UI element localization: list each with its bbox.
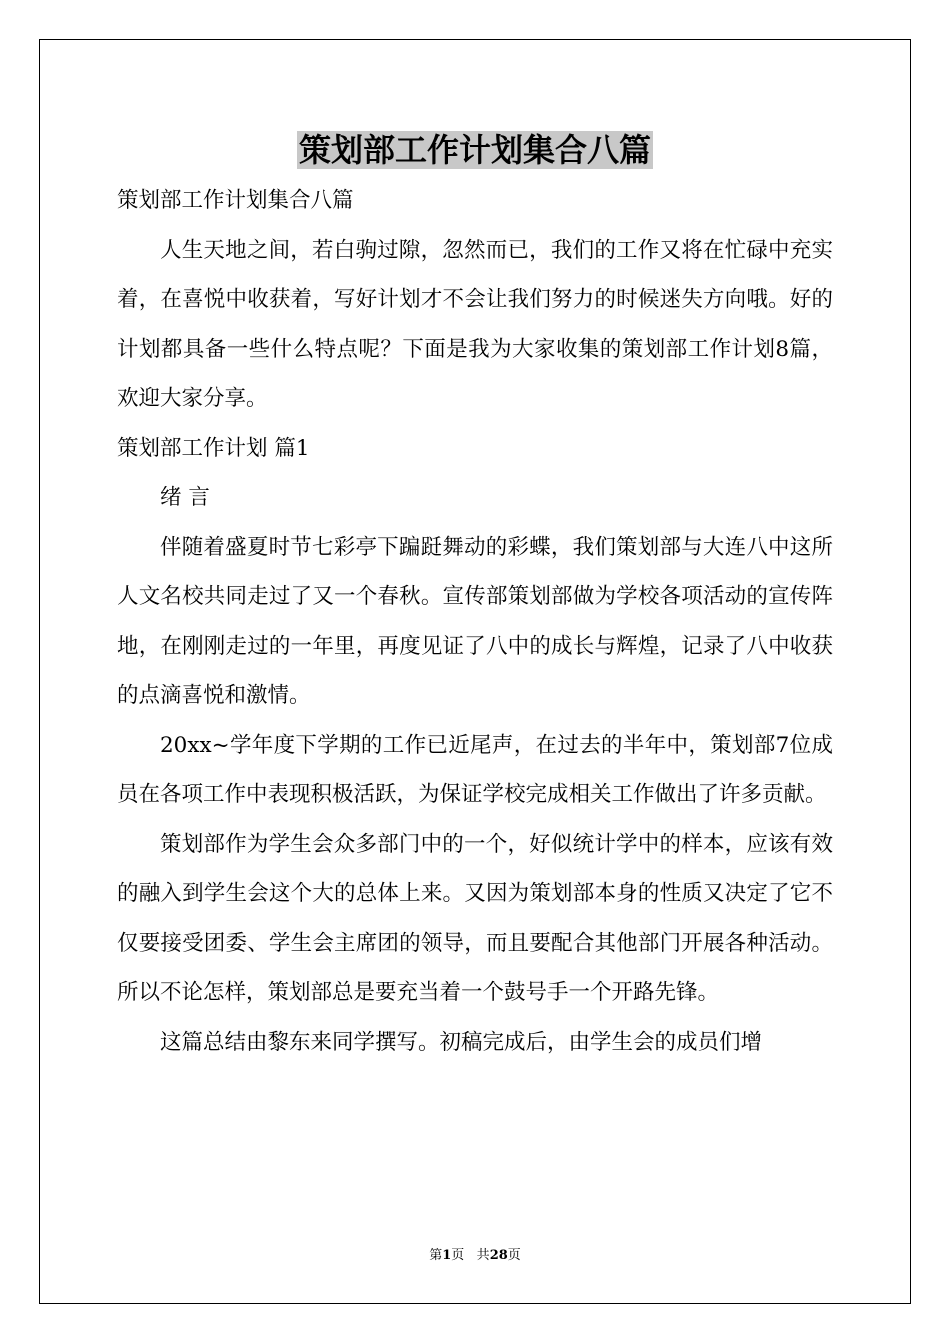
document-title-text: 策划部工作计划集合八篇 — [298, 131, 651, 169]
total-pages: 28 — [489, 1248, 508, 1263]
paragraph: 这篇总结由黎东来同学撰写。初稿完成后，由学生会的成员们增 — [160, 1029, 763, 1055]
page-footer — [0, 1247, 950, 1265]
paragraph: 20xx~学年度下学期的工作已近尾声，在过去的半年中，策划部7位成员在各项工作中表现积极活跃，为保证学校完成相关工作做出了许多贡献。 — [117, 732, 833, 807]
paragraph: 绪 言 — [160, 485, 210, 510]
paragraph: 策划部工作计划集合八篇 — [117, 188, 354, 213]
paragraph: 策划部作为学生会众多部门中的一个，好似统计学中的样本，应该有效的融入到学生会这个大的总体上来。又因为策划部本身的性质又决定了它不仅要接受团委、学生会主席团的领导，而且要配合其他部门开展各种活动。所以不论怎样，策划部总是要充当着一个鼓号手一个开路先锋。 — [117, 831, 833, 1005]
document-body — [117, 176, 833, 1067]
page-prefix: 第 — [429, 1248, 443, 1263]
document-title — [0, 126, 950, 174]
total-suffix: 页 — [507, 1248, 521, 1263]
total-prefix: 共 — [476, 1248, 490, 1263]
section-heading: 策划部工作计划 篇1 — [117, 435, 310, 461]
paragraph: 人生天地之间，若白驹过隙，忽然而已，我们的工作又将在忙碌中充实着，在喜悦中收获着，写好计划才不会让我们努力的时候迷失方向哦。好的计划都具备一些什么特点呢？下面是我为大家收集的策划部工作计划8篇，欢迎大家分享。 — [117, 237, 833, 411]
paragraph: 伴随着盛夏时节七彩亭下蹁跹舞动的彩蝶，我们策划部与大连八中这所人文名校共同走过了又一个春秋。宣传部策划部做为学校各项活动的宣传阵地，在刚刚走过的一年里，再度见证了八中的成长与辉煌，记录了八中收获的点滴喜悦和激情。 — [117, 534, 833, 708]
page-suffix: 页 — [451, 1248, 465, 1263]
page-number: 1 — [442, 1248, 452, 1263]
